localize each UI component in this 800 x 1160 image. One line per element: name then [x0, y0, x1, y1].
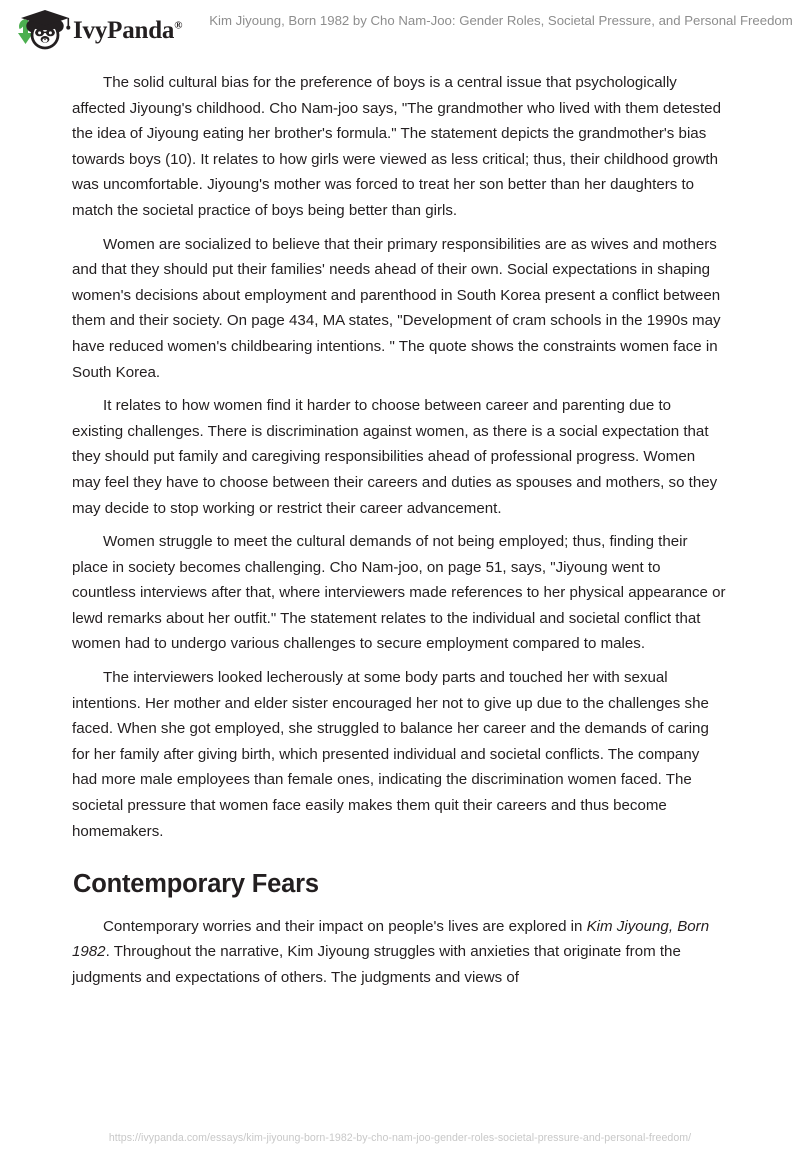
paragraph: Women struggle to meet the cultural demands of not being employed; thus, finding their place in society becomes challenging. Cho Nam-joo, on page 51, says, "Jiyoung went to countless interviews after that, where interviewers made references to her physical appearance or lewd remarks about her outfit." The statement relates to the individual and societal conflict that women had to undergo various challenges to secure employment compared to males.	[72, 533, 726, 653]
brand-wordmark	[73, 18, 182, 43]
paragraph: The interviewers looked lecherously at some body parts and touched her with sexual intentions. Her mother and elder sister encouraged her not to give up due to the challenges she faced. When she got employed, she struggled to balance her career and the demands of caring for her family after giving birth, which presented individual and societal conflicts. The company had more male employees than female ones, indicating the discrimination women faced. The societal pressure that women face easily makes them quit their careers and thus become homemakers.	[72, 669, 709, 840]
paragraph-final-tail: . Throughout the narrative, Kim Jiyoung struggles with anxieties that originate from the judgments and expectations of others. The judgments and views of	[72, 943, 681, 986]
source-url[interactable]: https://ivypanda.com/essays/kim-jiyoung-born-1982-by-cho-nam-joo-gender-roles-societal-pressure-and-personal-freedom/	[108, 1132, 692, 1144]
book-title-italic: Kim Jiyoung, Born 1982	[72, 917, 710, 961]
brand-name-text: IvyPanda	[73, 16, 175, 44]
paragraph-final	[72, 914, 726, 991]
paragraph: Women are socialized to believe that their primary responsibilities are as wives and mothers and that they should put their families' needs ahead of their own. Social expectations in shaping women's decisions about employment and parenthood in South Korea present a conflict between them and their society. On page 434, MA states, "Development of cram schools in the 1990s may have reduced women's childbearing intentions. " The quote shows the constraints women face in South Korea.	[72, 235, 721, 381]
paragraph: The solid cultural bias for the preference of boys is a central issue that psychologically affected Jiyoung's childhood. Cho Nam-joo says, "The grandmother who lived with them detested the idea of Jiyoung eating her brother's formula." The statement depicts the grandmother's bias towards boys (10). It relates to how girls were viewed as less critical; thus, their childhood growth was uncomfortable. Jiyoung's mother was forced to treat her son better than her daughters to match the societal practice of boys being better than girls.	[72, 74, 721, 219]
section-heading: Contemporary Fears	[73, 870, 319, 899]
page-footer	[0, 1116, 800, 1160]
page-header	[0, 0, 800, 62]
article-body	[72, 70, 726, 991]
registered-trademark-icon: ®	[174, 19, 183, 32]
brand-logo[interactable]	[14, 7, 182, 53]
document-title: Kim Jiyoung, Born 1982 by Cho Nam-Joo: Gender Roles, Societal Pressure, and Personal Freedom	[209, 13, 793, 28]
paragraph-final-lead: Contemporary worries and their impact on people's lives are explored in	[103, 917, 587, 935]
paragraph: It relates to how women find it harder to choose between career and parenting due to existing challenges. There is discrimination against women, as there is a social expectation that they should put family and caregiving responsibilities ahead of professional progress. Women may feel they have to choose between their careers and duties as spouses and mothers, so they may decide to stop working or restrict their career advancement.	[72, 397, 718, 517]
ivypanda-panda-graduate-logo-icon	[14, 7, 72, 53]
